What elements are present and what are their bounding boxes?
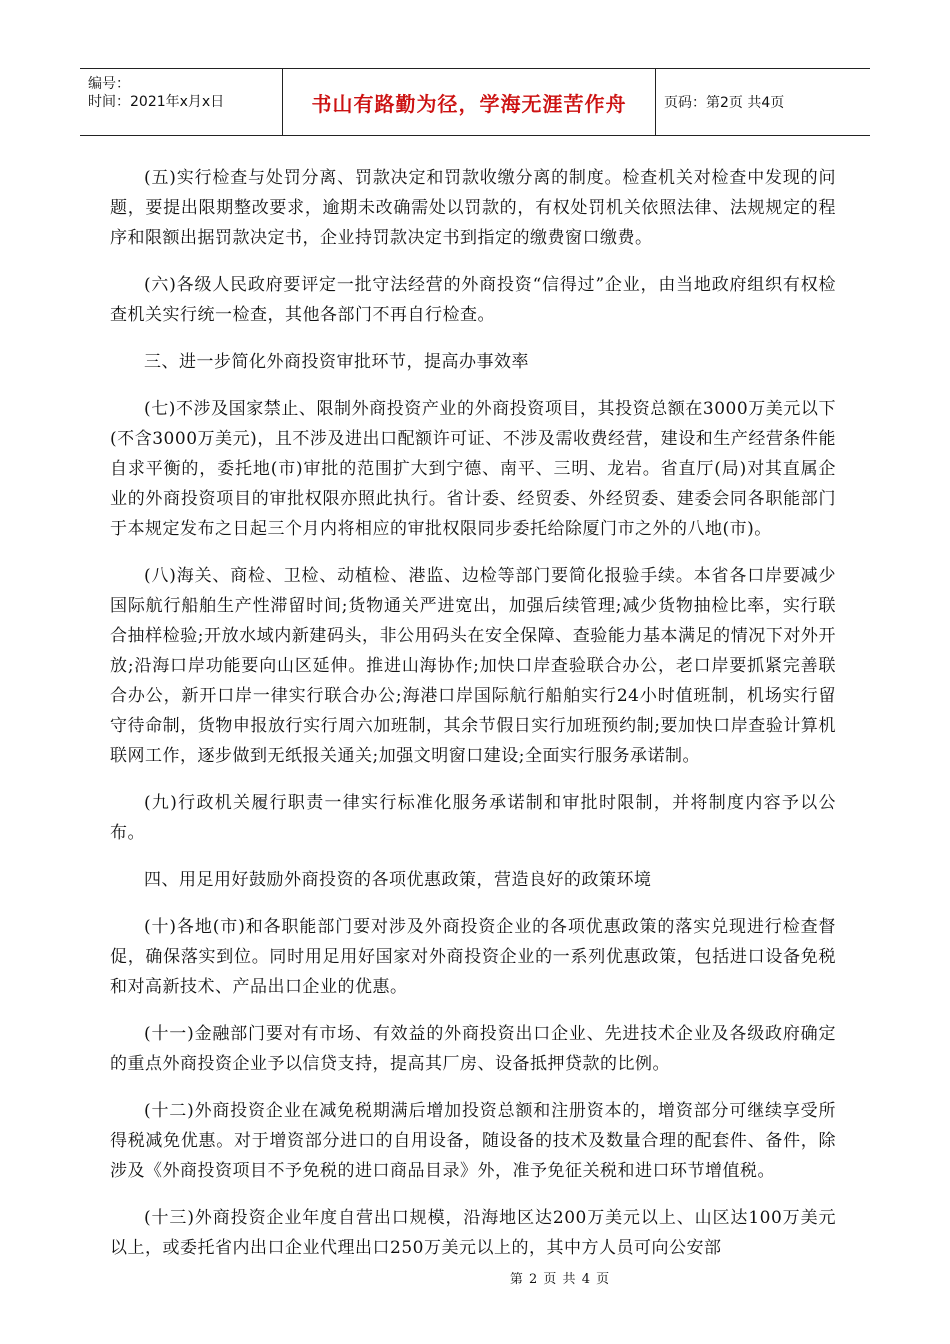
paragraph-10: (十)各地(市)和各职能部门要对涉及外商投资企业的各项优惠政策的落实兑现进行检查督促，确保落实到位。同时用足用好国家对外商投资企业的一系列优惠政策，包括进口设备免税和对高新技术、产品出口企业的优惠。 [110,917,836,997]
page-header [80,68,870,136]
paragraph-5: (五)实行检查与处罚分离、罚款决定和罚款收缴分离的制度。检查机关对检查中发现的问题，要提出限期整改要求，逾期未改确需处以罚款的，有权处罚机关依照法律、法规规定的程序和限额出据罚款决定书，企业持罚款决定书到指定的缴费窗口缴费。 [110,168,836,248]
paragraph-6: (六)各级人民政府要评定一批守法经营的外商投资“信得过”企业，由当地政府组织有权检查机关实行统一检查，其他各部门不再自行检查。 [110,275,836,325]
paragraph-11: (十一)金融部门要对有市场、有效益的外商投资出口企业、先进技术企业及各级政府确定的重点外商投资企业予以信贷支持，提高其厂房、设备抵押贷款的比例。 [110,1024,836,1074]
section-heading-4: 四、用足用好鼓励外商投资的各项优惠政策，营造良好的政策环境 [144,870,652,890]
header-motto: 书山有路勤为径，学海无涯苦作舟 [283,69,656,135]
paragraph-7: (七)不涉及国家禁止、限制外商投资产业的外商投资项目，其投资总额在3000万美元以下(不含3000万美元)，且不涉及进出口配额许可证、不涉及需收费经营，建设和生产经营条件能自求平衡的，委托地(市)审批的范围扩大到宁德、南平、三明、龙岩。省直厅(局)对其直属企业的外商投资项目的审批权限亦照此执行。省计委、经贸委、外经贸委、建委会同各职能部门于本规定发布之日起三个月内将相应的审批权限同步委托给除厦门市之外的八地(市)。 [110,399,836,539]
paragraph-8: (八)海关、商检、卫检、动植检、港监、边检等部门要简化报验手续。本省各口岸要减少国际航行船舶生产性滞留时间;货物通关严进宽出，加强后续管理;减少货物抽检比率，实行联合抽样检验;开放水域内新建码头，非公用码头在安全保障、查验能力基本满足的情况下对外开放;沿海口岸功能要向山区延伸。推进山海协作;加快口岸查验联合办公，老口岸要抓紧完善联合办公，新开口岸一律实行联合办公;海港口岸国际航行船舶实行24小时值班制，机场实行留守待命制，货物申报放行实行周六加班制，其余节假日实行加班预约制;要加快口岸查验计算机联网工作，逐步做到无纸报关通关;加强文明窗口建设;全面实行服务承诺制。 [110,566,836,766]
document-number-label: 编号： [88,76,130,92]
document-date-label: 时间：2021年x月x日 [88,94,225,110]
paragraph-12: (十二)外商投资企业在减免税期满后增加投资总额和注册资本的，增资部分可继续享受所得税减免优惠。对于增资部分进口的自用设备，随设备的技术及数量合理的配套件、备件，除涉及《外商投资项目不予免税的进口商品目录》外，准予免征关税和进口环节增值税。 [110,1101,836,1181]
section-heading-3: 三、进一步简化外商投资审批环节，提高办事效率 [144,352,529,372]
paragraph-9: (九)行政机关履行职责一律实行标准化服务承诺制和审批时限制，并将制度内容予以公布。 [110,793,836,843]
paragraph-13: (十三)外商投资企业年度自营出口规模，沿海地区达200万美元以上、山区达100万美元以上，或委托省内出口企业代理出口250万美元以上的，其中方人员可向公安部 [110,1208,836,1258]
document-body [110,163,836,1280]
header-page-label: 页码：第2页 共4页 [664,95,785,111]
header-meta [80,69,283,135]
page-footer: 第 2 页 共 4 页 [509,1272,611,1287]
